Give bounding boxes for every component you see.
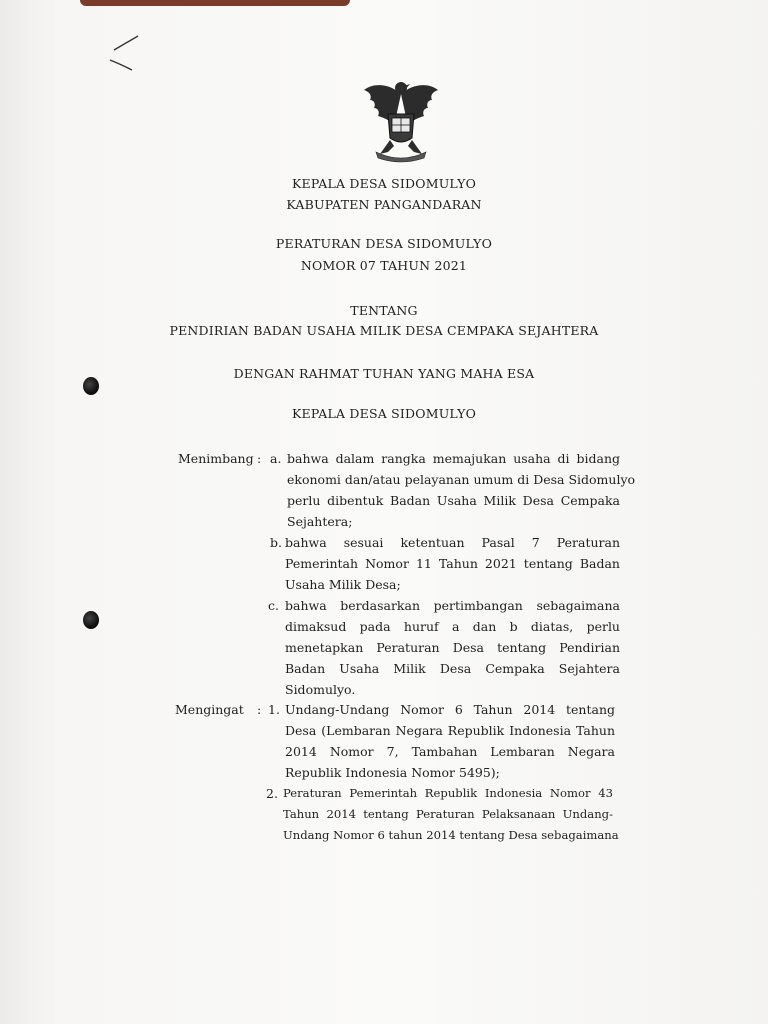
- menimbang-a-line: perlu dibentuk Badan Usaha Milik Desa Cempaka: [287, 493, 620, 508]
- menimbang-a-line: Sejahtera;: [287, 514, 353, 529]
- subject-description: PENDIRIAN BADAN USAHA MILIK DESA CEMPAKA SEJAHTERA: [169, 323, 599, 338]
- menimbang-a-line: ekonomi dan/atau pelayanan umum di Desa Sidomulyo: [287, 472, 636, 487]
- menimbang-c-line: Sidomulyo.: [285, 682, 356, 697]
- menimbang-c-marker: c.: [268, 598, 279, 613]
- mengingat-1-line: Undang-Undang Nomor 6 Tahun 2014 tentang: [285, 702, 615, 717]
- authority: KEPALA DESA SIDOMULYO: [291, 406, 477, 421]
- mengingat-2-line: Tahun 2014 tentang Peraturan Pelaksanaan Undang-: [283, 807, 613, 821]
- mengingat-colon: :: [257, 702, 262, 717]
- menimbang-b-line: bahwa sesuai ketentuan Pasal 7 Peraturan: [285, 535, 620, 550]
- regulation-number: NOMOR 07 TAHUN 2021: [300, 258, 468, 273]
- menimbang-c-line: Badan Usaha Milik Desa Cempaka Sejahtera: [285, 661, 620, 676]
- garuda-emblem: [360, 74, 442, 164]
- menimbang-b-marker: b.: [270, 535, 282, 550]
- regulation-title: PERATURAN DESA SIDOMULYO: [275, 236, 493, 251]
- mengingat-2-line: Undang Nomor 6 tahun 2014 tentang Desa sebagaimana: [283, 828, 619, 842]
- mengingat-1-line: Desa (Lembaran Negara Republik Indonesia Tahun: [285, 723, 615, 738]
- header-line-1: KEPALA DESA SIDOMULYO: [291, 176, 477, 191]
- punch-hole-bottom: [83, 611, 99, 629]
- menimbang-b-line: Usaha Milik Desa;: [285, 577, 401, 592]
- subject-tentang: TENTANG: [350, 303, 418, 318]
- mengingat-1-line: 2014 Nomor 7, Tambahan Lembaran Negara: [285, 744, 615, 759]
- pen-mark: [106, 32, 146, 76]
- menimbang-b-line: Pemerintah Nomor 11 Tahun 2021 tentang Badan: [285, 556, 620, 571]
- menimbang-c-line: bahwa berdasarkan pertimbangan sebagaimana: [285, 598, 620, 613]
- menimbang-c-line: dimaksud pada huruf a dan b diatas, perlu: [285, 619, 620, 634]
- header-line-2: KABUPATEN PANGANDARAN: [286, 197, 482, 212]
- binder-strip: [80, 0, 350, 6]
- mengingat-2-marker: 2.: [266, 786, 278, 801]
- mengingat-label: Mengingat: [175, 702, 244, 717]
- menimbang-label: Menimbang: [178, 451, 254, 466]
- menimbang-colon: :: [257, 451, 262, 466]
- mengingat-1-marker: 1.: [268, 702, 280, 717]
- menimbang-a-line: bahwa dalam rangka memajukan usaha di bidang: [287, 451, 620, 466]
- menimbang-c-line: menetapkan Peraturan Desa tentang Pendirian: [285, 640, 620, 655]
- menimbang-a-marker: a.: [270, 451, 282, 466]
- mengingat-1-line: Republik Indonesia Nomor 5495);: [285, 765, 500, 780]
- mengingat-2-line: Peraturan Pemerintah Republik Indonesia Nomor 43: [283, 786, 613, 800]
- preamble: DENGAN RAHMAT TUHAN YANG MAHA ESA: [233, 366, 535, 381]
